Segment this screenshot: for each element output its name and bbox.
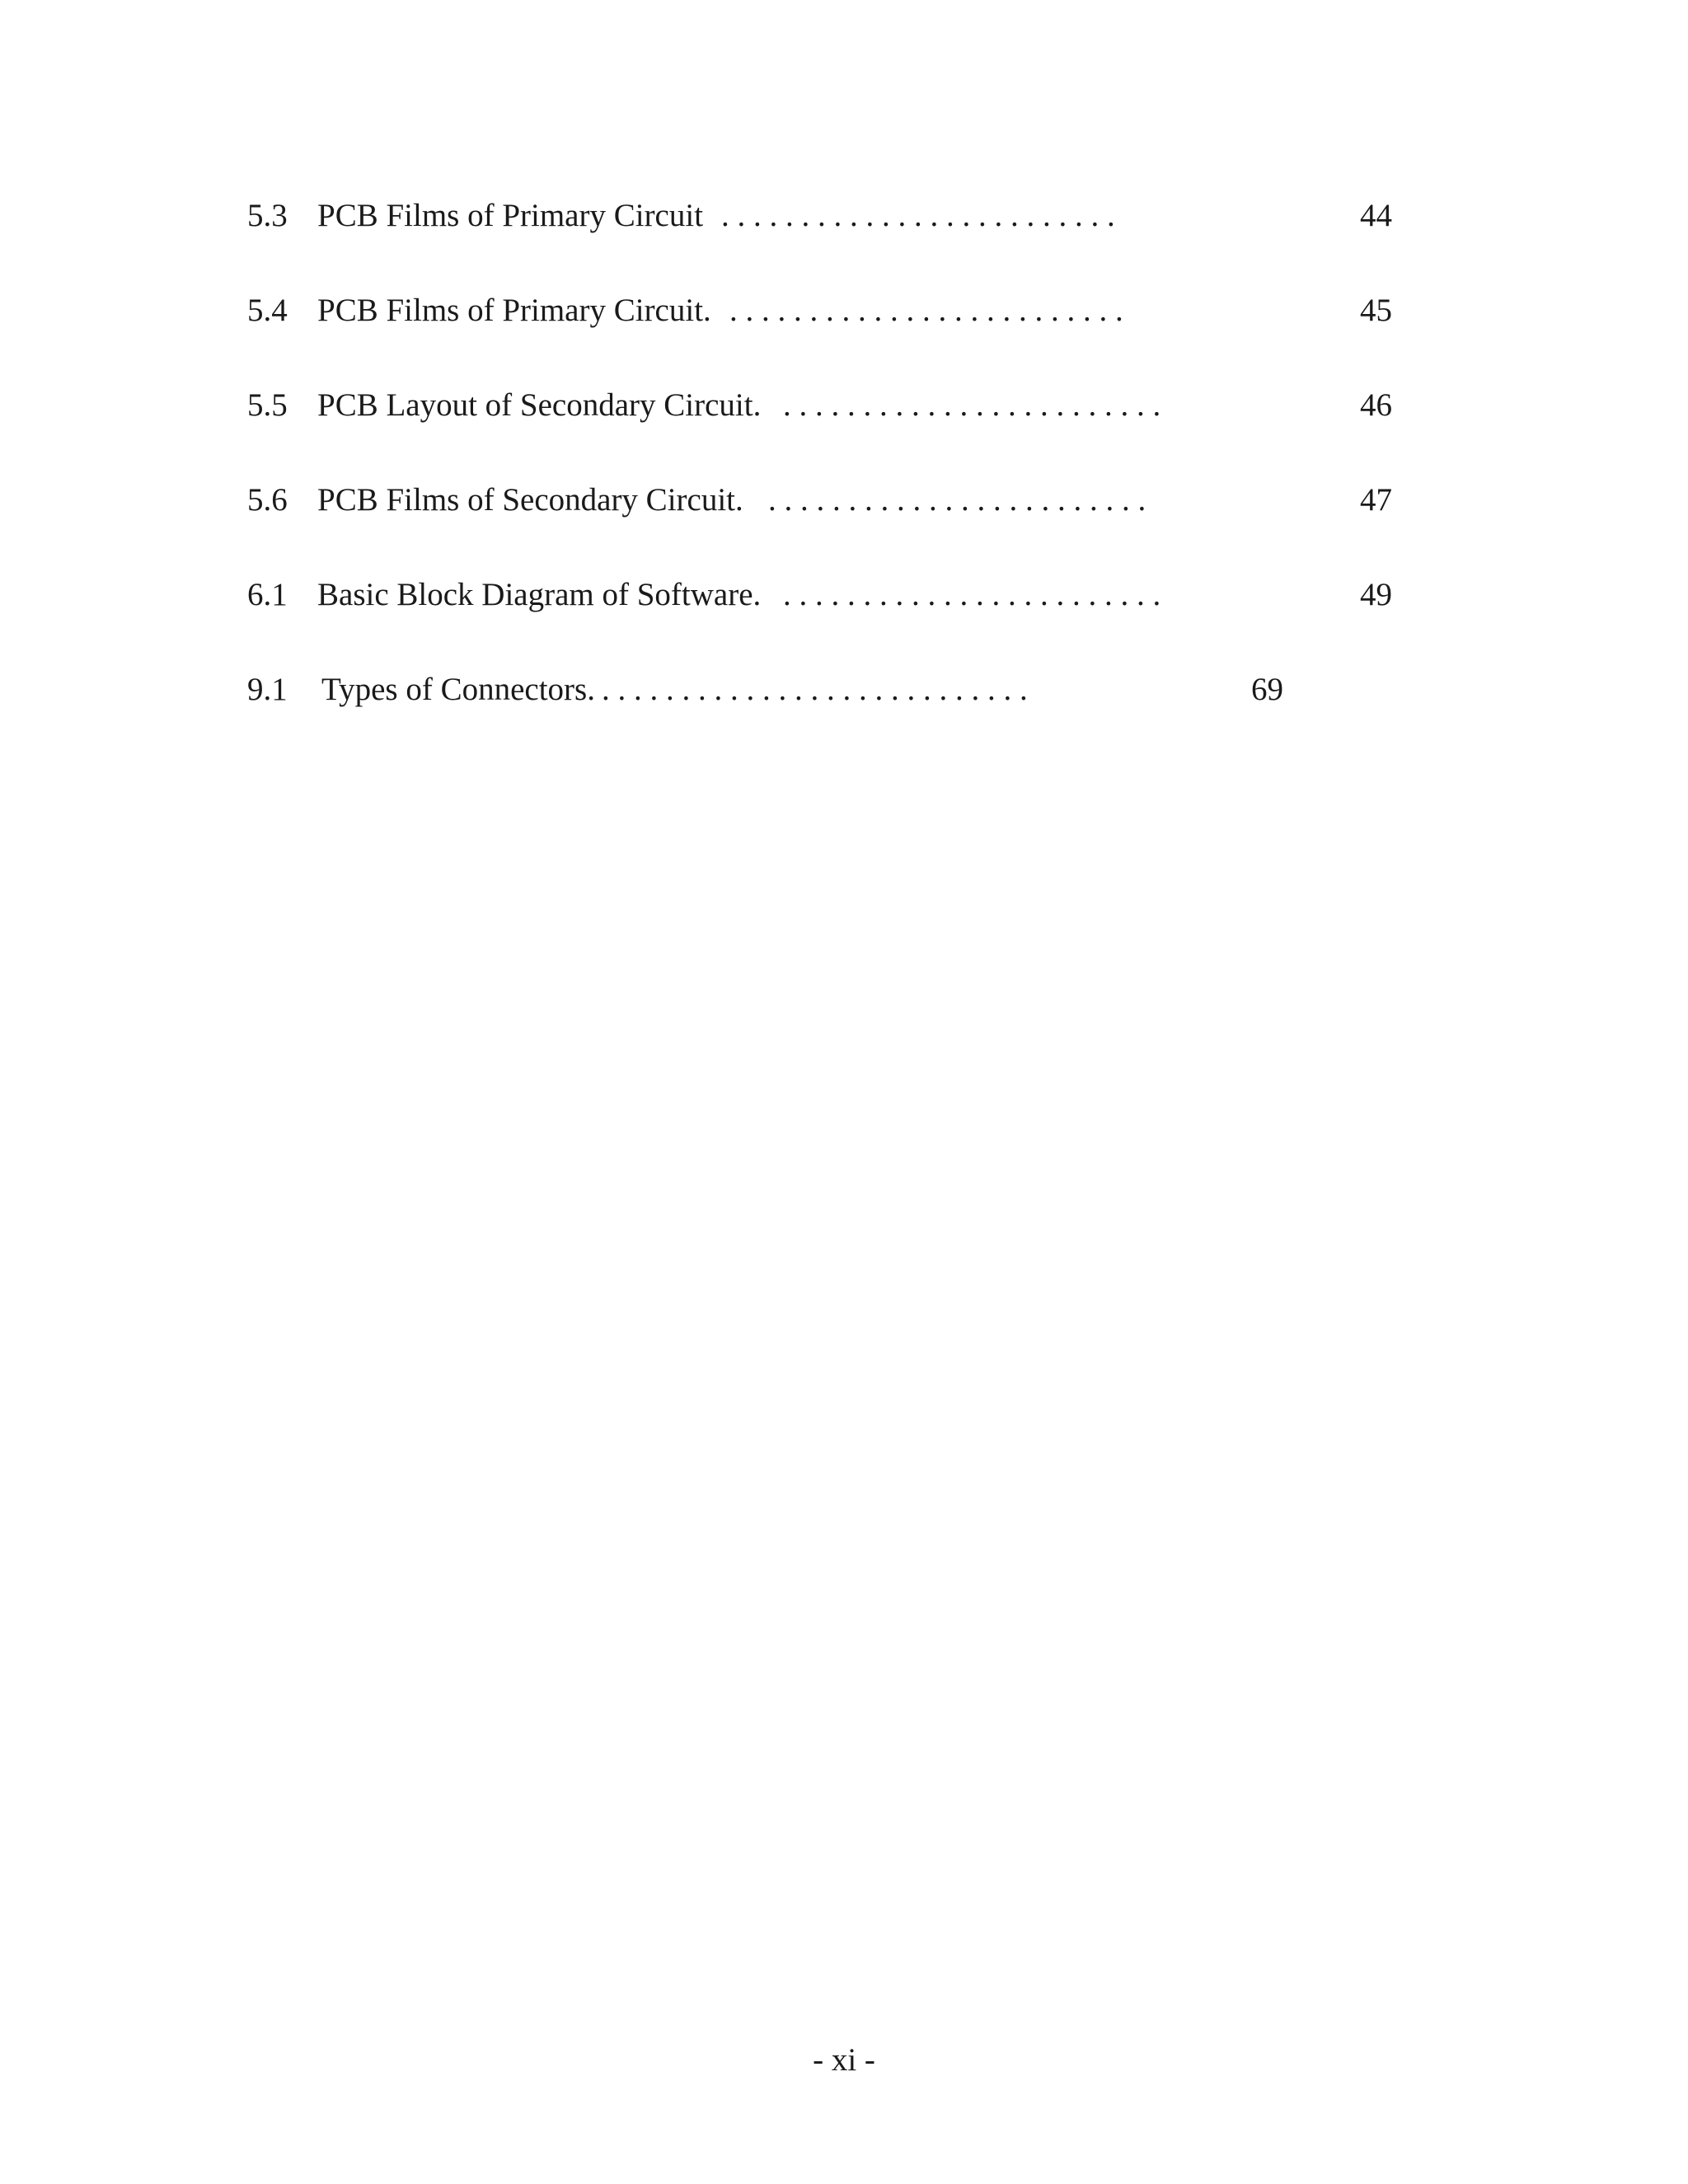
toc-entry-page: 45 — [1360, 293, 1392, 328]
toc-entry — [247, 191, 1401, 241]
toc-entry — [247, 476, 1401, 525]
toc-entry — [247, 381, 1401, 430]
toc-entry-leader: . . . . . . . . . . . . . . . . . . . . . . . . . — [729, 293, 1123, 328]
toc-entry-page: 69 — [1251, 672, 1283, 707]
toc-entry-page: 44 — [1360, 198, 1392, 233]
toc-entry-title: PCB Films of Secondary Circuit. — [317, 482, 743, 518]
toc-entry-number: 5.5 — [247, 387, 288, 423]
toc-entry-title: Basic Block Diagram of Software. — [317, 577, 762, 612]
toc-entry — [247, 570, 1401, 620]
toc-entry-leader: . . . . . . . . . . . . . . . . . . . . . . . . — [768, 482, 1146, 518]
toc-entry-title: PCB Films of Primary Circuit. — [317, 293, 711, 328]
toc-entry-number: 5.4 — [247, 293, 288, 328]
toc-entry-page: 46 — [1360, 387, 1392, 423]
toc-entry — [247, 665, 1401, 715]
toc-entry-leader: . . . . . . . . . . . . . . . . . . . . . . . . . . . — [602, 672, 1028, 707]
toc-entry-number: 5.3 — [247, 198, 288, 233]
toc-entry — [247, 286, 1401, 335]
toc-entry-title: Types of Connectors. — [321, 672, 595, 707]
toc-entry-page: 49 — [1360, 577, 1392, 612]
toc-entry-page: 47 — [1360, 482, 1392, 518]
toc-entry-number: 5.6 — [247, 482, 288, 518]
toc-entry-leader: . . . . . . . . . . . . . . . . . . . . . . . . — [783, 387, 1161, 423]
toc-entry-title: PCB Films of Primary Circuit — [317, 198, 704, 233]
toc-entry-number: 9.1 — [247, 672, 288, 707]
toc-entry-number: 6.1 — [247, 577, 288, 612]
toc-entry-leader: . . . . . . . . . . . . . . . . . . . . . . . . . — [721, 198, 1115, 233]
toc-entry-leader: . . . . . . . . . . . . . . . . . . . . . . . . — [783, 577, 1161, 612]
page-number-footer: - xi - — [813, 2042, 875, 2078]
toc-entry-title: PCB Layout of Secondary Circuit. — [317, 387, 762, 423]
